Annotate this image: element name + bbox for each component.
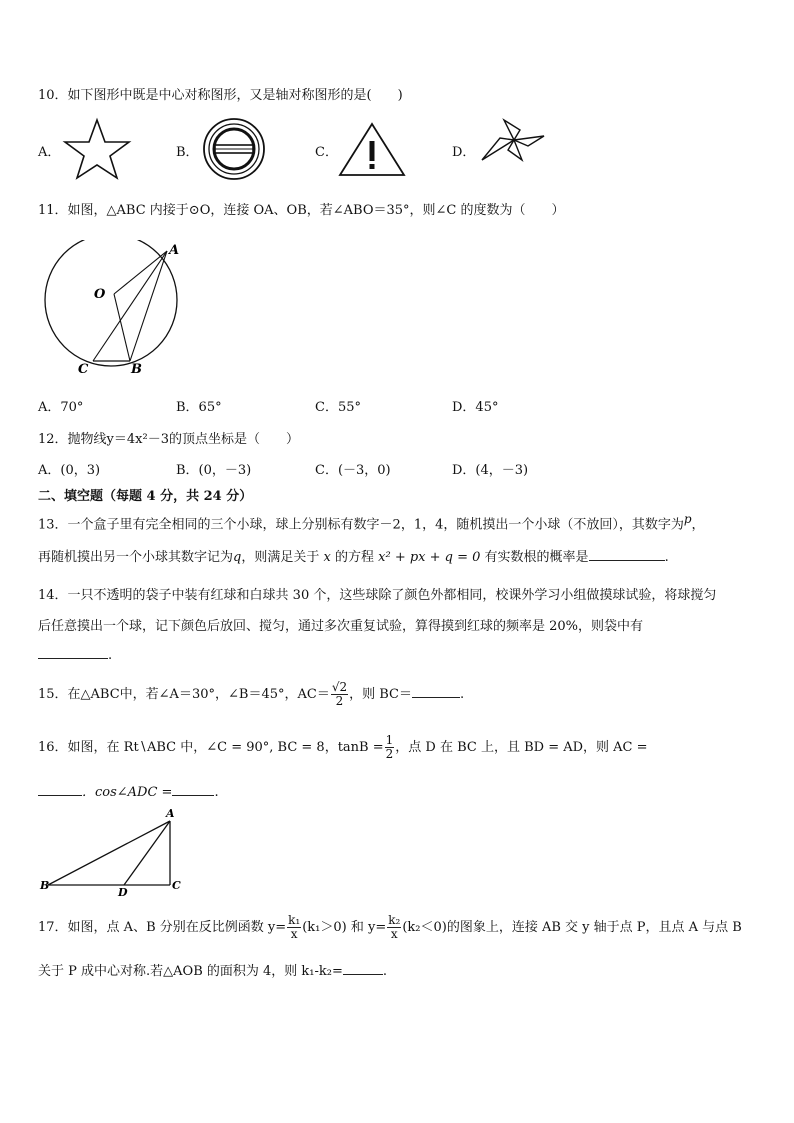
- q14-line3-end: .: [108, 648, 113, 663]
- circle-triangle-figure: [36, 240, 196, 380]
- q10-option-b-label: B．: [176, 145, 199, 160]
- q15-end: .: [459, 687, 465, 702]
- q13-line2a: 再随机摸出另一个小球其数字记为: [38, 550, 234, 565]
- point-o-label: O: [94, 287, 106, 302]
- q14-answer-blank[interactable]: [38, 646, 108, 659]
- q11-option-b: B．65°: [176, 400, 222, 415]
- tri-point-c-label: C: [172, 879, 181, 892]
- q13-line1-end: ，: [691, 517, 705, 533]
- q16-suffix: ，点 D 在 BC 上，且 BD = AD，则 AC =: [395, 740, 648, 755]
- q11-option-c: C．55°: [315, 400, 361, 415]
- tri-point-d-label: D: [118, 886, 128, 897]
- q10-option-c-label: C．: [315, 145, 338, 160]
- q17-fraction-2: [387, 914, 401, 941]
- q16-line2-end: .: [214, 785, 219, 800]
- q16-answer-blank-1[interactable]: [38, 783, 82, 796]
- q12-option-b: B．(0，－3): [176, 463, 252, 478]
- q13-line2b: ，则满足关于: [241, 550, 320, 565]
- star-figure: [62, 117, 132, 181]
- q17-line2: [38, 960, 387, 979]
- q13-var-p: p: [683, 512, 692, 526]
- q14-line3: [38, 646, 112, 663]
- q15-line: [38, 681, 464, 708]
- q15-frac-den: 2: [335, 694, 344, 708]
- q17-answer-blank[interactable]: [343, 962, 383, 975]
- q16-line2-mid: ．cos∠ADC =: [82, 785, 173, 800]
- q15-prefix: 15．在△ABC中，若∠A＝30°，∠B＝45°，AC＝: [38, 687, 330, 702]
- q12-option-c: C．(－3，0): [315, 463, 391, 478]
- q10-text: 10．如下图形中既是中心对称图形，又是轴对称图形的是( ): [38, 88, 403, 103]
- q10-option-a-label: A．: [38, 145, 61, 160]
- q16-frac-den: 2: [385, 747, 394, 761]
- q17-l1b: (k₁＞0) 和 y=: [302, 920, 387, 935]
- q16-answer-blank-2[interactable]: [172, 783, 214, 796]
- q17-l1a: 17．如图，点 A、B 分别在反比例函数 y=: [38, 920, 287, 935]
- q17-l1c: (k₂＜0)的图象上，连接 AB 交 y 轴于点 P，且点 A 与点 B: [402, 920, 742, 935]
- q13-answer-blank[interactable]: [589, 548, 665, 561]
- q11-option-d: D．45°: [452, 400, 499, 415]
- right-triangle-figure: [36, 805, 196, 897]
- q16-line2: [38, 781, 219, 800]
- pinwheel-figure: [474, 116, 554, 166]
- point-b-label: B: [131, 362, 142, 377]
- q15-suffix: ，则 BC＝: [349, 687, 412, 702]
- q13-line2: [38, 546, 669, 565]
- q17-f2-num: k₂: [388, 913, 401, 927]
- q15-frac-num: √2: [331, 680, 348, 694]
- q13-var-x: x: [323, 550, 331, 565]
- q17-line1: [38, 914, 742, 941]
- q17-f1-den: x: [290, 927, 298, 941]
- q15-fraction: [331, 681, 348, 708]
- q17-f2-den: x: [390, 927, 398, 941]
- q10-option-d-label: D．: [452, 145, 476, 160]
- q16-fraction: [385, 734, 395, 761]
- q17-f1-num: k₁: [288, 913, 301, 927]
- q17-l2: 关于 P 成中心对称.若△AOB 的面积为 4，则 k₁-k₂=: [38, 964, 343, 979]
- q17-fraction-1: [287, 914, 301, 941]
- section-title: 二、填空题（每题 4 分，共 24 分）: [38, 489, 253, 504]
- q13-line1: [38, 512, 705, 532]
- q11-option-a: A．70°: [38, 400, 84, 415]
- q17-l2-end: .: [382, 964, 388, 979]
- q16-frac-num: 1: [385, 733, 394, 747]
- q13-line2d: 有实数根的概率是: [484, 550, 589, 565]
- q14-line1: 14．一只不透明的袋子中装有红球和白球共 30 个，这些球除了颜色外都相同，校课外学习小组做摸球试验，将球搅匀: [38, 588, 717, 603]
- q13-line1-text: 13．一个盒子里有完全相同的三个小球，球上分别标有数字－2，1，4，随机摸出一个小球（不放回），其数字为: [38, 517, 684, 533]
- q15-answer-blank[interactable]: [412, 685, 460, 698]
- tri-point-a-label: A: [166, 807, 175, 820]
- tri-point-b-label: B: [40, 879, 50, 892]
- q13-var-q: q: [233, 550, 242, 565]
- q12-option-a: A．(0，3): [38, 463, 101, 478]
- warning-triangle-figure: [337, 121, 407, 179]
- q13-equation: x² + px + q = 0: [378, 550, 481, 565]
- point-a-label: A: [169, 243, 180, 258]
- q13-line2-end: .: [664, 550, 669, 565]
- q16-prefix: 16．如图，在 Rt∖ABC 中，∠C = 90°, BC = 8，tanB =: [38, 740, 384, 755]
- q13-line2c: 的方程: [334, 550, 374, 565]
- q14-line2: 后任意摸出一个球，记下颜色后放回、搅匀，通过多次重复试验，算得摸到红球的频率是 20%，则袋中有: [38, 619, 644, 634]
- q11-text: 11．如图，△ABC 内接于⊙O，连接 OA、OB，若∠ABO＝35°，则∠C 的度数为（ ）: [38, 203, 565, 218]
- no-entry-sign-figure: [200, 117, 268, 181]
- q12-text: 12．抛物线y＝4x²－3的顶点坐标是（ ）: [38, 432, 299, 447]
- point-c-label: C: [78, 362, 89, 377]
- q12-option-d: D．(4，－3): [452, 463, 529, 478]
- q16-line1: [38, 734, 648, 761]
